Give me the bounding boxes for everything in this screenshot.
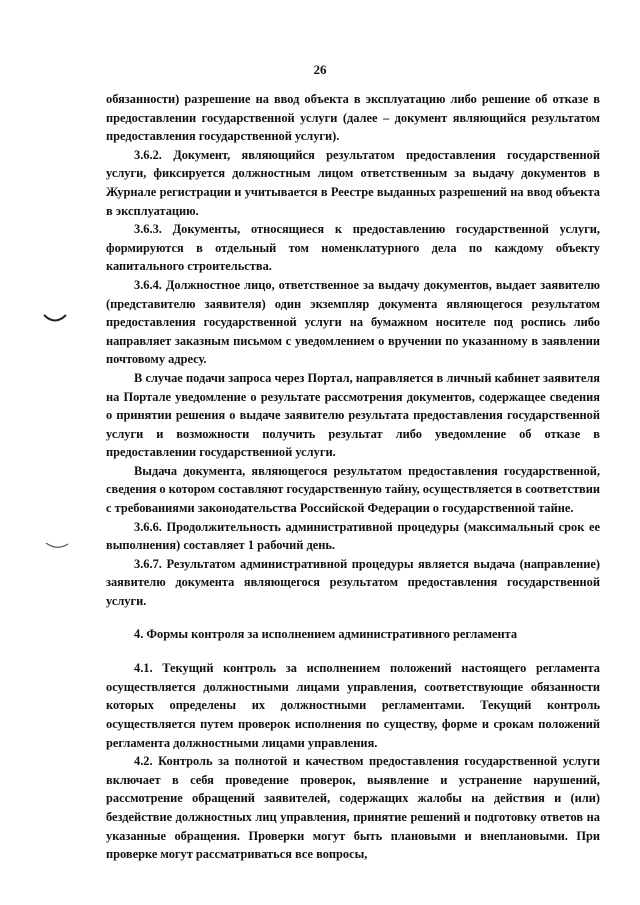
- section-heading: 4. Формы контроля за исполнением административного регламента: [134, 626, 518, 641]
- paragraph-3-6-4: 3.6.4. Должностное лицо, ответственное за выдачу документов, выдает заявителю (представителю заявителя) один экземпляр документа являющегося результатом предоставления государственной услуги на бумажном носителе под роспись либо направляет заказным письмом с уведомлением о вручении по указанному в заявлении почтовому адресу.: [106, 277, 600, 367]
- paragraph-portal-notice: В случае подачи запроса через Портал, направляется в личный кабинет заявителя на Портале уведомление о результате рассмотрения документов, содержащее сведения о принятии решения о выдаче заявителю результата предоставления государственной услуги и возможности получить результат либо уведомление об отказе в предоставлении государственной услуги.: [106, 370, 600, 460]
- paragraph-4-1: 4.1. Текущий контроль за исполнением положений настоящего регламента осуществляется должностными лицами управления, соответствующие обязанности которых определены их должностными регламентами. Текущий контроль осуществляется путем проверок исполнения по существу, форме и срокам положений регламента должностными лицами управления.: [106, 661, 600, 750]
- paragraph-3-6-7: 3.6.7. Результатом административной процедуры является выдача (направление) заявителю документа являющегося результатом предоставления государственной услуги.: [106, 556, 600, 609]
- punch-hole-mark-upper: [42, 312, 68, 326]
- punch-hole-mark-lower: [44, 540, 70, 554]
- paragraph-state-secret: Выдача документа, являющегося результатом предоставления государственной, сведения о котором составляют государственную тайну, осуществляется в соответствии с требованиями законодательства Российской Федерации о государственной тайне.: [106, 463, 601, 516]
- document-body: [106, 90, 600, 864]
- paragraph-3-6-6: 3.6.6. Продолжительность административной процедуры (максимальный срок ее выполнения) составляет 1 рабочий день.: [106, 519, 600, 553]
- paragraph-3-6-2: 3.6.2. Документ, являющийся результатом предоставления государственной услуги, фиксируется должностным лицом ответственным за выдачу документов в Журнале регистрации и учитывается в Реестре выданных разрешений на ввод объекта в эксплуатацию.: [106, 147, 600, 218]
- paragraph-4-2: 4.2. Контроль за полнотой и качеством предоставления государственной услуги включает в себя проведение проверок, выявление и устранение нарушений, рассмотрение обращений заявителей, содержащих жалобы на действия и (или) бездействие должностных лиц управления, принятие решений и подготовку ответов на указанные обращения. Проверки могут быть плановыми и внеплановыми. При проверке могут рассматриваться все вопросы,: [106, 754, 600, 862]
- paragraph-continuation: обязанности) разрешение на ввод объекта в эксплуатацию либо решение об отказе в предоставлении государственной услуги (далее – документ являющийся результатом предоставления государственной услуги).: [106, 92, 600, 144]
- page-number: 26: [313, 62, 327, 77]
- paragraph-3-6-3: 3.6.3. Документы, относящиеся к предоставлению государственной услуги, формируются в отдельный том номенклатурного дела по каждому объекту капитального строительства.: [106, 222, 600, 274]
